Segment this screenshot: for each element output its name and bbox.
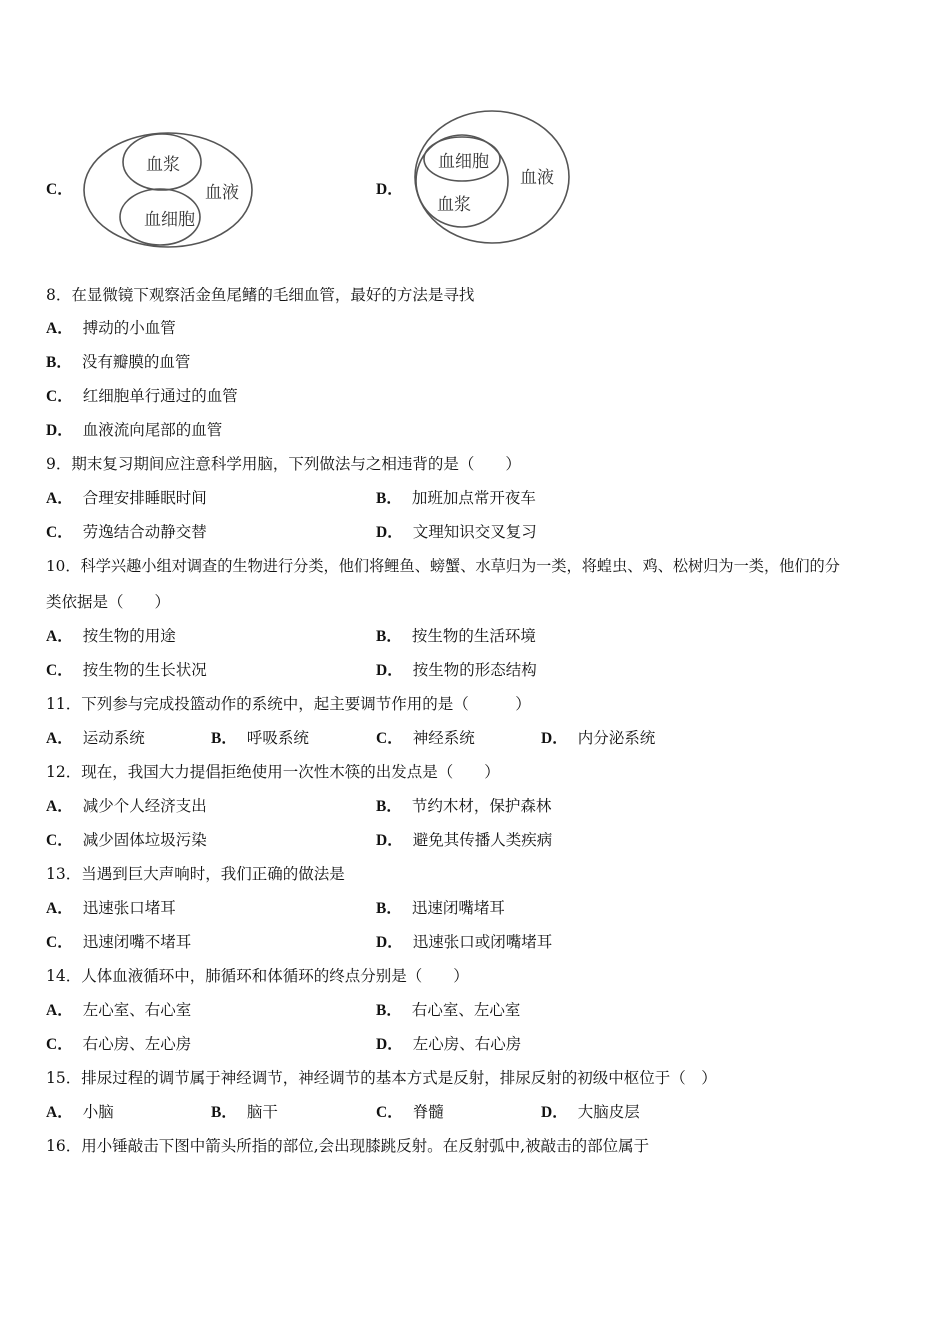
q11-option-c[interactable] [376,728,475,749]
q12-option-b[interactable] [376,796,551,817]
q15-option-c[interactable] [376,1102,444,1123]
q12-option-c-text: 减少固体垃圾污染 [82,831,207,849]
q11-option-b-text: 呼吸系统 [246,729,309,747]
q11-option-c-text: 神经系统 [412,729,475,747]
diagram-d-blood-text: 血液 [520,168,554,188]
q10-option-b[interactable] [376,626,536,647]
q15-option-d-text: 大脑皮层 [577,1103,640,1121]
q12-option-a-label: A． [46,798,73,815]
q8-option-a-text: 搏动的小血管 [82,319,176,337]
question-12: 12．现在，我国大力提倡拒绝使用一次性木筷的出发点是（ ） [46,763,500,781]
q9-option-d-text: 文理知识交叉复习 [412,523,537,541]
q10-option-d[interactable] [376,660,537,681]
q8-option-c-label: C． [46,388,73,405]
q11-option-c-label: C． [376,730,403,747]
q13-option-d-label: D． [376,934,403,951]
question-11: 11．下列参与完成投篮动作的系统中，起主要调节作用的是（ ） [46,695,531,713]
diagram-d [408,104,576,250]
q9-option-a-label: A． [46,490,73,507]
q10-option-c[interactable] [46,660,207,681]
q13-option-a-label: A． [46,900,73,917]
q14-option-a[interactable] [46,1000,191,1021]
question-14: 14．人体血液循环中，肺循环和体循环的终点分别是（ ） [46,967,469,985]
q13-option-c-label: C． [46,934,73,951]
q12-option-c-label: C． [46,832,73,849]
q11-option-a-label: A． [46,730,73,747]
q14-option-c[interactable] [46,1034,191,1055]
q12-option-d-text: 避免其传播人类疾病 [412,831,553,849]
q14-option-b-text: 右心室、左心室 [411,1001,521,1019]
option-d-label: D． [376,181,403,198]
q13-option-d-text: 迅速张口或闭嘴堵耳 [412,933,553,951]
q8-option-d[interactable] [46,420,222,441]
q10-option-c-text: 按生物的生长状况 [82,661,207,679]
diagram-c-blood-text: 血液 [205,183,239,203]
q12-option-c[interactable] [46,830,207,851]
q14-option-d-label: D． [376,1036,403,1053]
q8-option-a[interactable] [46,318,176,339]
q14-option-b[interactable] [376,1000,520,1021]
q8-option-a-label: A． [46,320,73,337]
q12-option-b-label: B． [376,798,402,815]
q8-option-c-text: 红细胞单行通过的血管 [82,387,238,405]
q13-option-b-text: 迅速闭嘴堵耳 [411,899,505,917]
q8-option-c[interactable] [46,386,238,407]
q15-option-b-text: 脑干 [246,1103,278,1121]
q11-option-d-text: 内分泌系统 [577,729,656,747]
q14-option-a-text: 左心室、右心室 [82,1001,192,1019]
question-10: 10．科学兴趣小组对调查的生物进行分类，他们将鲤鱼、螃蟹、水草归为一类，将蝗虫、鸡、松树归为一类，他们的分 [46,557,840,575]
q15-option-c-text: 脊髓 [412,1103,444,1121]
q8-option-b[interactable] [46,352,190,373]
q8-option-d-label: D． [46,422,73,439]
diagram-c-cells-text: 血细胞 [144,210,195,230]
q11-option-b[interactable] [211,728,309,749]
q15-option-d-label: D． [541,1104,568,1121]
q14-option-d[interactable] [376,1034,521,1055]
diagram-c-plasma-text: 血浆 [146,155,180,175]
diagram-d-cells-text: 血细胞 [438,152,489,172]
q13-option-c-text: 迅速闭嘴不堵耳 [82,933,192,951]
diagram-c [78,128,258,252]
q10-option-a[interactable] [46,626,176,647]
q12-option-a-text: 减少个人经济支出 [82,797,207,815]
q12-option-b-text: 节约木材，保护森林 [411,797,552,815]
q15-option-b[interactable] [211,1102,278,1123]
q10-option-a-label: A． [46,628,73,645]
q9-option-d[interactable] [376,522,537,543]
question-15: 15．排尿过程的调节属于神经调节，神经调节的基本方式是反射，排尿反射的初级中枢位于（ ） [46,1069,717,1087]
q9-option-d-label: D． [376,524,403,541]
q10-option-c-label: C． [46,662,73,679]
q8-option-b-text: 没有瓣膜的血管 [81,353,191,371]
q9-option-a-text: 合理安排睡眠时间 [82,489,207,507]
q15-option-a-label: A． [46,1104,73,1121]
q8-option-b-label: B． [46,354,72,371]
q10-option-b-label: B． [376,628,402,645]
q11-option-d[interactable] [541,728,655,749]
q14-option-c-label: C． [46,1036,73,1053]
q13-option-b-label: B． [376,900,402,917]
q13-option-a-text: 迅速张口堵耳 [82,899,176,917]
q9-option-c-text: 劳逸结合动静交替 [82,523,207,541]
q9-option-c[interactable] [46,522,207,543]
q15-option-b-label: B． [211,1104,237,1121]
question-9: 9．期末复习期间应注意科学用脑，下列做法与之相违背的是（ ） [46,455,521,473]
q9-option-c-label: C． [46,524,73,541]
q11-option-b-label: B． [211,730,237,747]
q12-option-d[interactable] [376,830,552,851]
q11-option-d-label: D． [541,730,568,747]
question-16: 16．用小锤敲击下图中箭头所指的部位,会出现膝跳反射。在反射弧中,被敲击的部位属于 [46,1137,650,1155]
q10-option-d-text: 按生物的形态结构 [412,661,537,679]
q15-option-a-text: 小脑 [82,1103,114,1121]
q11-option-a-text: 运动系统 [82,729,145,747]
q15-option-a[interactable] [46,1102,114,1123]
q13-option-a[interactable] [46,898,176,919]
q9-option-b[interactable] [376,488,536,509]
q14-option-b-label: B． [376,1002,402,1019]
q14-option-c-text: 右心房、左心房 [82,1035,192,1053]
q9-option-b-label: B． [376,490,402,507]
q13-option-b[interactable] [376,898,505,919]
q15-option-d[interactable] [541,1102,640,1123]
q12-option-a[interactable] [46,796,207,817]
q9-option-b-text: 加班加点常开夜车 [411,489,536,507]
q10-option-a-text: 按生物的用途 [82,627,176,645]
q15-option-c-label: C． [376,1104,403,1121]
question-8: 8．在显微镜下观察活金鱼尾鳍的毛细血管，最好的方法是寻找 [46,286,475,304]
q10-option-b-text: 按生物的生活环境 [411,627,536,645]
q14-option-a-label: A． [46,1002,73,1019]
q9-option-a[interactable] [46,488,207,509]
q13-option-c[interactable] [46,932,191,953]
q8-option-d-text: 血液流向尾部的血管 [82,421,223,439]
q10-option-d-label: D． [376,662,403,679]
q14-option-d-text: 左心房、右心房 [412,1035,522,1053]
diagram-d-plasma-text: 血浆 [437,195,471,215]
question-13: 13．当遇到巨大声响时，我们正确的做法是 [46,865,345,883]
question-10-continued: 类依据是（ ） [46,593,171,611]
q11-option-a[interactable] [46,728,145,749]
q12-option-d-label: D． [376,832,403,849]
option-c-label: C． [46,181,73,198]
q13-option-d[interactable] [376,932,552,953]
